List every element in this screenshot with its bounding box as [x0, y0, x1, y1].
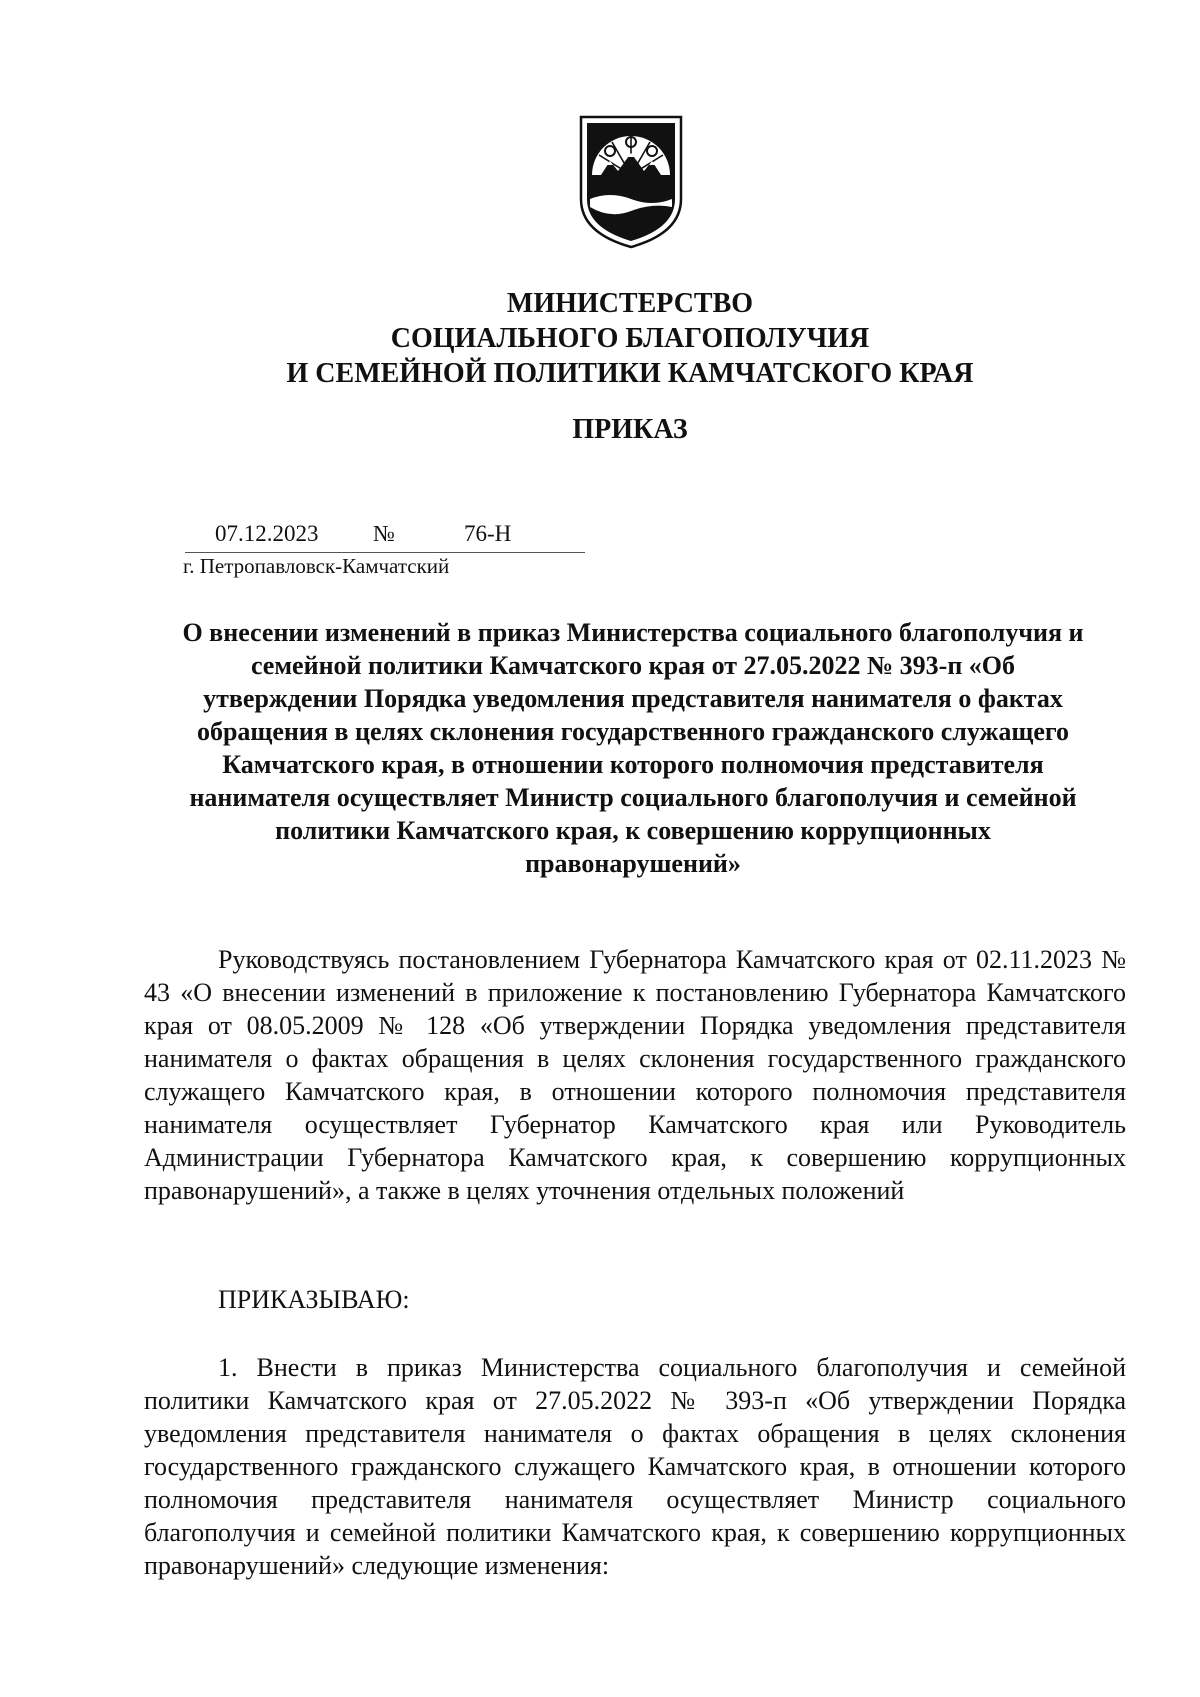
kamchatka-coat-of-arms-icon [578, 115, 684, 249]
preamble-paragraph: Руководствуясь постановлением Губернатора Камчатского края от 02.11.2023 № 43 «О внесении изменений в приложение к постановлению Губернатора Камчатского края от 08.05.2009 № 128 «Об утверждении Порядка уведомления представителя нанимателя о фактах обращения в целях склонения государственного гражданского служащего Камчатского края, в отношении которого полномочия представителя нанимателя осуществляет Губернатор Камчатского края или Руководитель Администрации Губернатора Камчатского края, к совершению коррупционных правонарушений», а также в целях уточнения отдельных положений [144, 945, 1126, 1205]
item-1-paragraph: 1. Внести в приказ Министерства социального благополучия и семейной политики Камчатского края от 27.05.2022 № 393-п «Об утверждении Порядка уведомления представителя нанимателя о фактах обращения в целях склонения государственного гражданского служащего Камчатского края, в отношении которого полномочия представителя нанимателя осуществляет Министр социального благополучия и семейной политики Камчатского края, к совершению коррупционных правонарушений» следующие изменения: [144, 1353, 1126, 1580]
ministry-name [140, 286, 1120, 391]
document-date: 07.12.2023 [215, 521, 319, 546]
document-type: ПРИКАЗ [572, 414, 688, 445]
ministry-line-2: СОЦИАЛЬНОГО БЛАГОПОЛУЧИЯ [390, 323, 870, 354]
document-title: О внесении изменений в приказ Министерства социального благополучия и семейной политики Камчатского края от 27.05.2022 № 393-п «Об утверждении Порядка уведомления представителя нанимателя о фактах обращения в целях склонения государственного гражданского служащего Камчатского края, в отношении которого полномочия представителя нанимателя осуществляет Министр социального благополучия и семейной политики Камчатского края, к совершению коррупционных правонарушений» [182, 618, 1084, 878]
document-number: 76-Н [464, 521, 512, 546]
order-word: ПРИКАЗЫВАЮ: [218, 1285, 410, 1314]
place-of-issue: г. Петропавловск-Камчатский [183, 554, 450, 578]
ministry-line-3: И СЕМЕЙНОЙ ПОЛИТИКИ КАМЧАТСКОГО КРАЯ [286, 358, 974, 389]
ministry-line-1: МИНИСТЕРСТВО [506, 288, 754, 319]
number-sign: № [373, 521, 395, 546]
date-number-line [185, 520, 585, 553]
